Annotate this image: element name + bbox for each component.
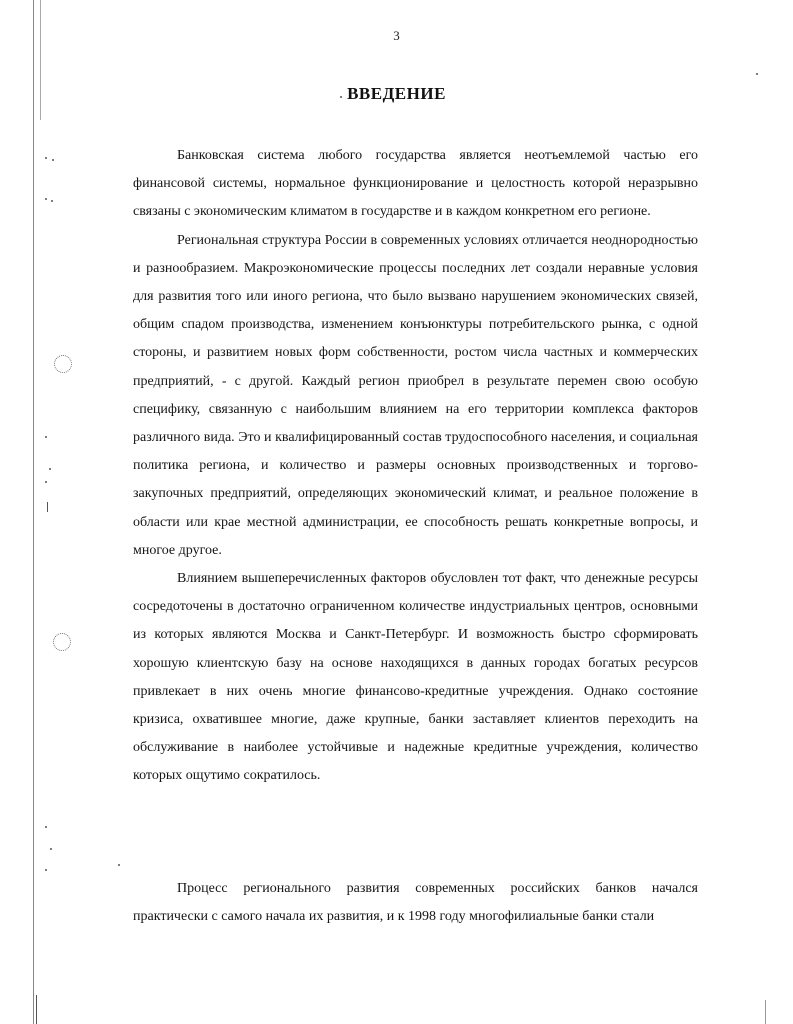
paragraph: Банковская система любого государства является неотъемлемой частью его финансовой системы, нормальное функционирование и целостность которой неразрывно связаны с экономическим климатом в государстве и в каждом конкретном его регионе. — [133, 148, 698, 220]
scan-speck — [45, 436, 47, 438]
scan-edge-line — [36, 995, 37, 1024]
page-title: ВВЕДЕНИЕ — [347, 84, 446, 103]
scan-speck — [756, 73, 758, 75]
paragraph: Влиянием вышеперечисленных факторов обусловлен тот факт, что денежные ресурсы сосредоточены в достаточно ограниченном количестве индустриальных центров, основными из которых являются Москва и Санкт-Петербург. И возможность быстро сформировать хорошую клиентскую базу на основе находящихся в данных городах богатых ресурсов привлекает в них очень многие финансово-кредитные учреждения. Однако состояние кризиса, охватившее многие, даже крупные, банки заставляет клиентов переходить на обслуживание в наиболее устойчивые и надежные кредитные учреждения, количество которых ощутимо сократилось. — [133, 571, 698, 784]
scan-edge-line — [765, 1000, 766, 1024]
punch-hole-mark — [54, 355, 72, 373]
scan-speck — [45, 869, 47, 871]
scan-edge-line — [33, 0, 34, 1024]
body-text-block — [133, 875, 698, 931]
punch-hole-mark — [53, 633, 71, 651]
page-number: 3 — [393, 28, 400, 43]
paragraph: Региональная структура России в современных условиях отличается неоднородностью и разнообразием. Макроэкономические процессы последних лет создали неравные условия для развития того или иного региона, что было вызвано нарушением экономических связей, общим спадом производства, изменением конъюнктуры потребительского рынка, с одной стороны, и развитием новых форм собственности, ростом числа частных и коммерческих предприятий, - с другой. Каждый регион приобрел в результате перемен свою особую специфику, связанную с наибольшим влиянием на его территории комплекса факторов различного вида. Это и квалифицированный состав трудоспособного населения, и социальная политика региона, и количество и размеры основных производственных и торгово-закупочных предприятий, определяющих экономический климат, и реальное положение в области или крае местной администрации, ее способность решать конкретные вопросы, и многое другое. — [133, 232, 698, 558]
scan-speck — [50, 848, 52, 850]
scan-speck — [49, 468, 51, 470]
scan-speck — [52, 159, 54, 161]
scan-speck — [45, 826, 47, 828]
scan-speck — [45, 481, 47, 483]
scan-speck — [51, 200, 53, 202]
scan-speck — [45, 198, 47, 200]
body-text-block — [133, 142, 698, 791]
scan-speck — [118, 864, 120, 866]
paragraph: Процесс регионального развития современных российских банков начался практически с самого начала их развития, и к 1998 году многофилиальные банки стали — [133, 881, 698, 925]
scan-speck — [45, 157, 47, 159]
scan-edge-line — [47, 502, 48, 512]
